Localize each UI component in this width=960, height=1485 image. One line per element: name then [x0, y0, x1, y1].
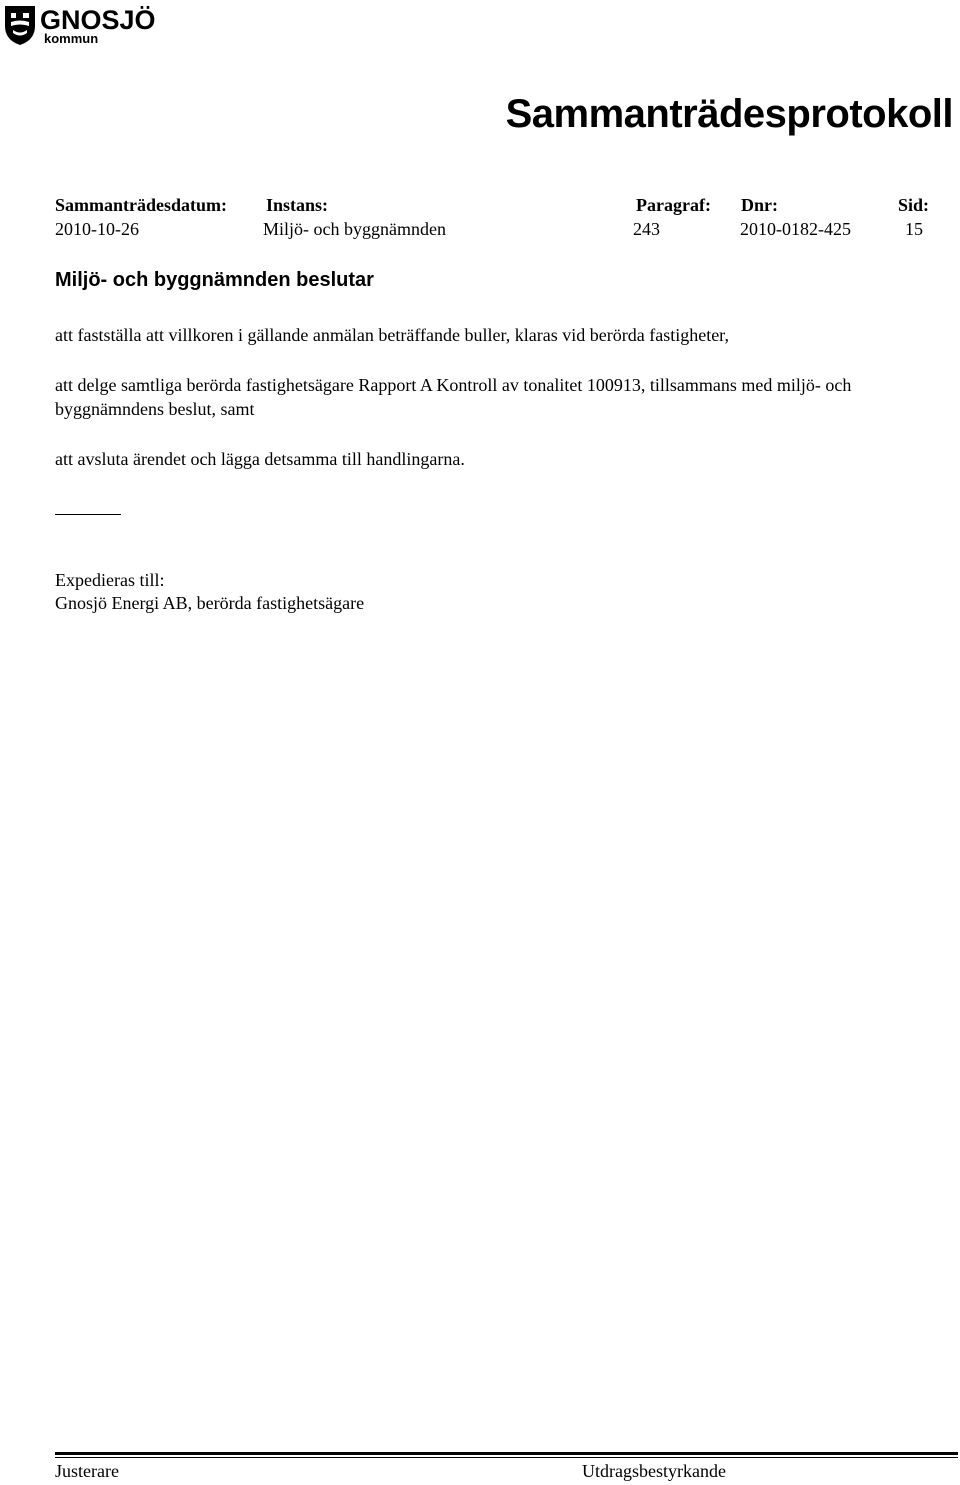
section-separator	[55, 514, 121, 515]
dispatch-label: Expedieras till:	[55, 570, 165, 590]
dnr-value: 2010-0182-425	[740, 219, 851, 239]
decision-paragraph-2: att delge samtliga berörda fastighetsägare Rapport A Kontroll av tonalitet 100913, tillsammans med miljö- och byggnämndens beslut, samt	[55, 375, 852, 419]
footer-rule	[55, 1452, 958, 1455]
meeting-date-label: Sammanträdesdatum:	[55, 195, 228, 215]
logo-name: GNOSJÖ	[40, 5, 156, 35]
gnosjo-kommun-logo	[2, 2, 170, 46]
dnr-label: Dnr:	[741, 195, 778, 215]
instance-label: Instans:	[266, 195, 329, 215]
dispatch-recipients: Gnosjö Energi AB, berörda fastighetsägare	[55, 593, 365, 613]
page-value: 15	[905, 219, 923, 239]
decision-paragraph-3: att avsluta ärendet och lägga detsamma till handlingarna.	[55, 449, 465, 469]
decision-heading: Miljö- och byggnämnden beslutar	[55, 269, 374, 291]
footer-rule-thin	[55, 1457, 958, 1458]
logo-sub: kommun	[44, 31, 99, 46]
footer-adjuster-label: Justerare	[55, 1461, 119, 1481]
page-label: Sid:	[898, 195, 930, 215]
paragraph-value: 243	[633, 219, 660, 239]
gnosjo-crest-icon	[2, 2, 170, 46]
footer-certification-label: Utdragsbestyrkande	[582, 1461, 726, 1481]
meeting-date-value: 2010-10-26	[55, 219, 139, 239]
paragraph-label: Paragraf:	[636, 195, 711, 215]
decision-paragraph-1: att fastställa att villkoren i gällande anmälan beträffande buller, klaras vid berörda fastigheter,	[55, 325, 729, 345]
instance-value: Miljö- och byggnämnden	[263, 219, 446, 239]
document-title: Sammanträdesprotokoll	[505, 92, 953, 136]
